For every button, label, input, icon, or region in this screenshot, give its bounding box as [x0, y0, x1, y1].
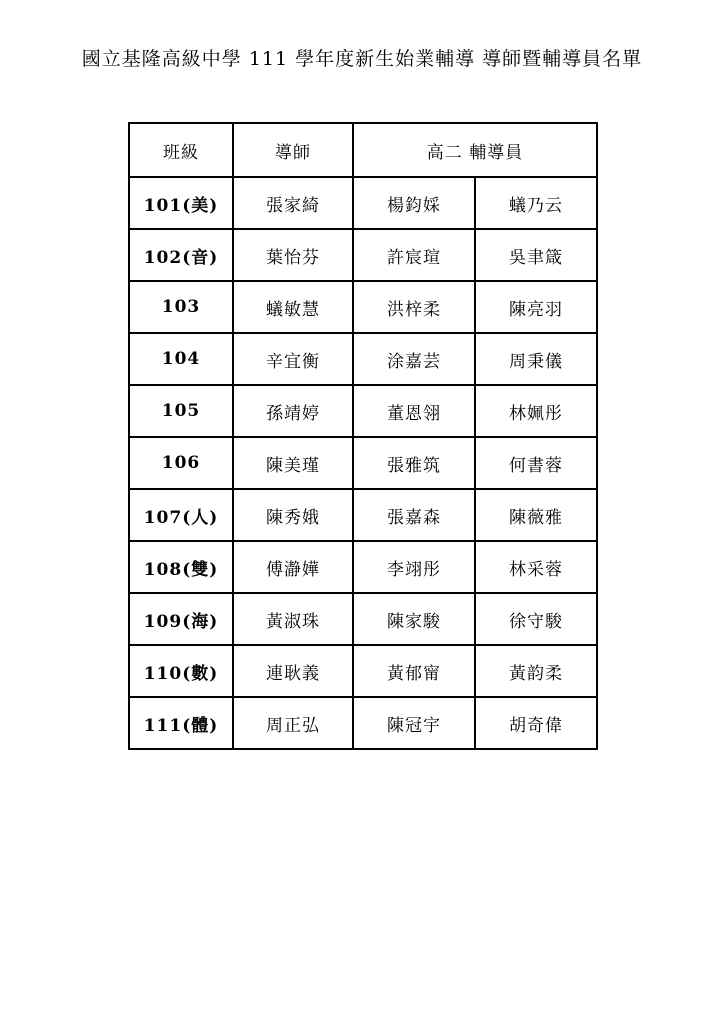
counselor-cell: 吳聿箴 [475, 229, 597, 281]
counselor-cell: 涂嘉芸 [353, 333, 475, 385]
class-cell: 109(海) [129, 593, 233, 645]
counselor-cell: 張嘉森 [353, 489, 475, 541]
mentor-cell: 傅瀞嬅 [233, 541, 353, 593]
counselor-cell: 黃韵柔 [475, 645, 597, 697]
counselor-cell: 何書蓉 [475, 437, 597, 489]
document-title: 國立基隆高級中學 111 學年度新生始業輔導 導師暨輔導員名單 [81, 48, 643, 70]
counselor-cell: 徐守駿 [475, 593, 597, 645]
mentor-cell: 陳秀娥 [233, 489, 353, 541]
counselor-cell: 洪梓柔 [353, 281, 475, 333]
counselor-cell: 楊鈞婇 [353, 177, 475, 229]
class-cell: 103 [129, 281, 233, 333]
counselor-cell: 陳亮羽 [475, 281, 597, 333]
table-row [129, 697, 597, 749]
table-row [129, 489, 597, 541]
counselor-cell: 陳冠宇 [353, 697, 475, 749]
counselor-cell: 張雅筑 [353, 437, 475, 489]
mentor-cell: 辛宜衡 [233, 333, 353, 385]
class-cell: 101(美) [129, 177, 233, 229]
mentor-cell: 周正弘 [233, 697, 353, 749]
counselor-cell: 董恩翎 [353, 385, 475, 437]
counselor-cell: 林采蓉 [475, 541, 597, 593]
table-row [129, 281, 597, 333]
mentor-cell: 連耿義 [233, 645, 353, 697]
table-row [129, 645, 597, 697]
header-mentor: 導師 [233, 123, 353, 177]
counselor-cell: 林姵彤 [475, 385, 597, 437]
class-cell: 104 [129, 333, 233, 385]
mentor-cell: 葉怡芬 [233, 229, 353, 281]
counselor-cell: 陳家駿 [353, 593, 475, 645]
mentor-cell: 蟻敏慧 [233, 281, 353, 333]
table-row [129, 593, 597, 645]
class-cell: 110(數) [129, 645, 233, 697]
table-header-row [129, 123, 597, 177]
mentor-counselor-table [128, 122, 598, 750]
counselor-cell: 胡奇偉 [475, 697, 597, 749]
mentor-cell: 黃淑珠 [233, 593, 353, 645]
table-row [129, 437, 597, 489]
counselor-cell: 黃郁甯 [353, 645, 475, 697]
header-counselors: 高二 輔導員 [353, 123, 597, 177]
class-cell: 111(體) [129, 697, 233, 749]
mentor-cell: 孫靖婷 [233, 385, 353, 437]
counselor-cell: 蟻乃云 [475, 177, 597, 229]
class-cell: 108(雙) [129, 541, 233, 593]
class-cell: 107(人) [129, 489, 233, 541]
table-row [129, 541, 597, 593]
mentor-cell: 陳美瑾 [233, 437, 353, 489]
table-row [129, 333, 597, 385]
counselor-cell: 陳薇雅 [475, 489, 597, 541]
counselor-cell: 許宸瑄 [353, 229, 475, 281]
table-row [129, 385, 597, 437]
counselor-cell: 周秉儀 [475, 333, 597, 385]
table-row [129, 229, 597, 281]
counselor-cell: 李翊彤 [353, 541, 475, 593]
class-cell: 105 [129, 385, 233, 437]
header-class: 班級 [129, 123, 233, 177]
mentor-cell: 張家綺 [233, 177, 353, 229]
table-row [129, 177, 597, 229]
class-cell: 102(音) [129, 229, 233, 281]
class-cell: 106 [129, 437, 233, 489]
